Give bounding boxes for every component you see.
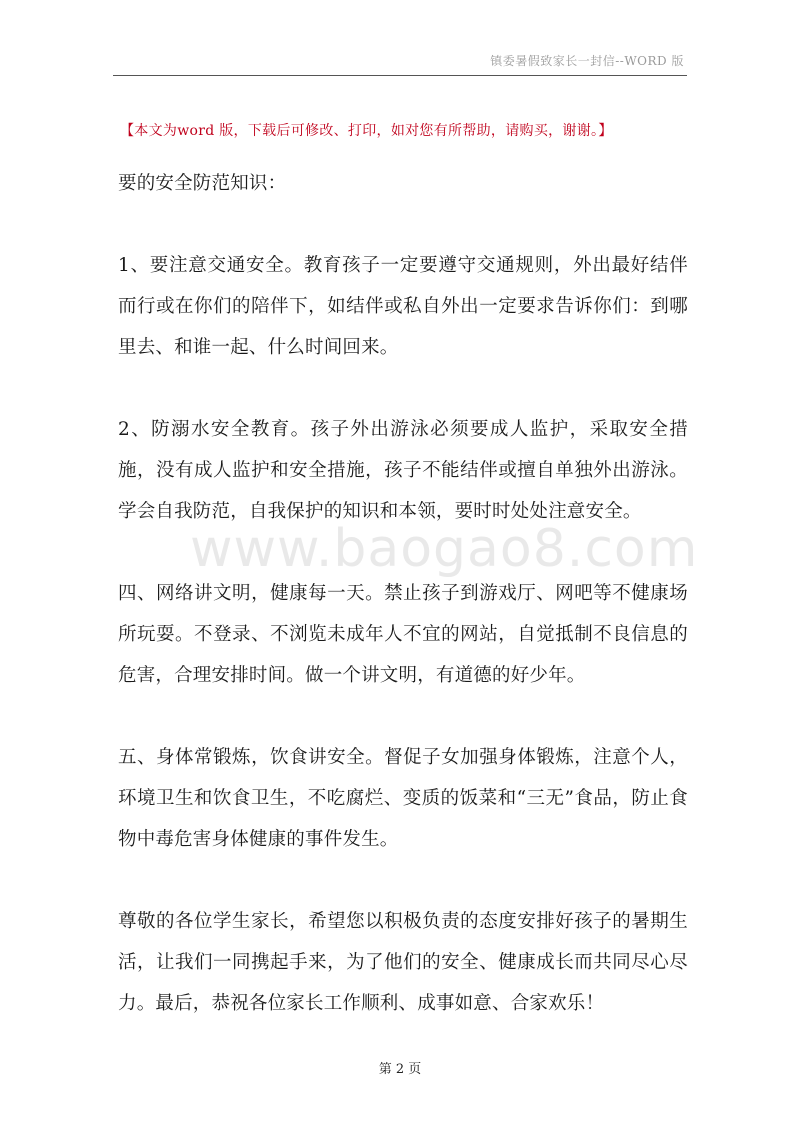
paragraph-internet-safety: 四、网络讲文明，健康每一天。禁止孩子到游戏厅、网吧等不健康场所玩耍。不登录、不浏览未成年人不宜的网站，自觉抵制不良信息的危害，合理安排时间。做一个讲文明，有道德的好少年。 — [118, 583, 688, 686]
paragraph-closing: 尊敬的各位学生家长，希望您以积极负责的态度安排好孩子的暑期生活，让我们一同携起手来，为了他们的安全、健康成长而共同尽心尽力。最后，恭祝各位家长工作顺利、成事如意、合家欢乐！ — [118, 911, 688, 1014]
purchase-notice: 【本文为word 版，下载后可修改、打印，如对您有所帮助，请购买，谢谢。】 — [120, 123, 613, 139]
paragraph-drowning-safety: 2、防溺水安全教育。孩子外出游泳必须要成人监护，采取安全措施，没有成人监护和安全措施，孩子不能结伴或擅自单独外出游泳。学会自我防范，自我保护的知识和本领，要时时处处注意安全。 — [118, 419, 688, 522]
document-body — [118, 163, 688, 1024]
paragraph-traffic-safety: 1、要注意交通安全。教育孩子一定要遵守交通规则，外出最好结伴而行或在你们的陪伴下，如结伴或私自外出一定要求告诉你们：到哪里去、和谁一起、什么时间回来。 — [118, 255, 688, 358]
watermark: www.baogao8.com — [190, 519, 699, 579]
running-header: 镇委暑假致家长一封信--WORD 版 — [490, 54, 684, 68]
page-number: 第 2 页 — [378, 1062, 422, 1077]
header-divider — [113, 75, 687, 76]
paragraph-intro: 要的安全防范知识： — [118, 173, 287, 194]
paragraph-health-food-safety: 五、身体常锻炼，饮食讲安全。督促子女加强身体锻炼，注意个人，环境卫生和饮食卫生，不吃腐烂、变质的饭菜和“三无”食品，防止食物中毒危害身体健康的事件发生。 — [118, 747, 688, 850]
